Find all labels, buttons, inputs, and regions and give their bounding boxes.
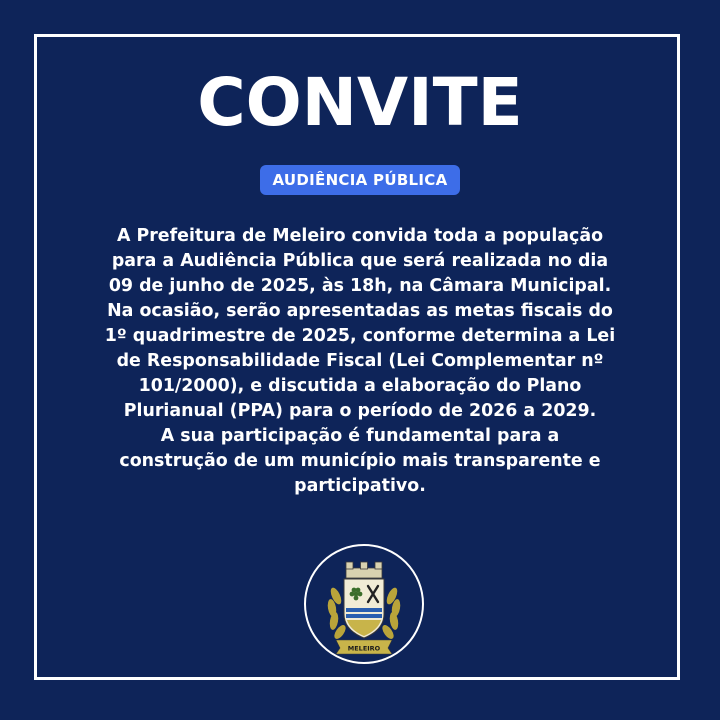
seal-ribbon-text: MELEIRO: [347, 644, 381, 653]
body-line: Plurianual (PPA) para o período de 2026 a 2029.: [123, 401, 597, 421]
body-line: 09 de junho de 2025, às 18h, na Câmara Municipal.: [108, 276, 612, 296]
body-line: A sua participação é fundamental para a: [160, 426, 560, 446]
body-line: participativo.: [294, 476, 426, 496]
body-line: 101/2000), e discutida a elaboração do Plano: [138, 376, 582, 396]
body-line: para a Audiência Pública que será realizada no dia: [111, 251, 609, 271]
body-line: A Prefeitura de Meleiro convida toda a população: [116, 226, 604, 246]
body-line: Na ocasião, serão apresentadas as metas fiscais do: [107, 301, 613, 321]
body-line: construção de um município mais transparente e: [119, 451, 601, 471]
municipal-seal: [304, 544, 424, 664]
meleiro-coat-of-arms-icon: [306, 546, 422, 662]
invitation-text: [80, 224, 640, 499]
badge-container: [0, 165, 720, 195]
body-line: 1º quadrimestre de 2025, conforme determina a Lei: [104, 326, 616, 346]
audiencia-publica-badge: AUDIÊNCIA PÚBLICA: [260, 165, 459, 195]
body-line: de Responsabilidade Fiscal (Lei Complementar nº: [116, 351, 604, 371]
page-title: CONVITE: [197, 64, 523, 141]
